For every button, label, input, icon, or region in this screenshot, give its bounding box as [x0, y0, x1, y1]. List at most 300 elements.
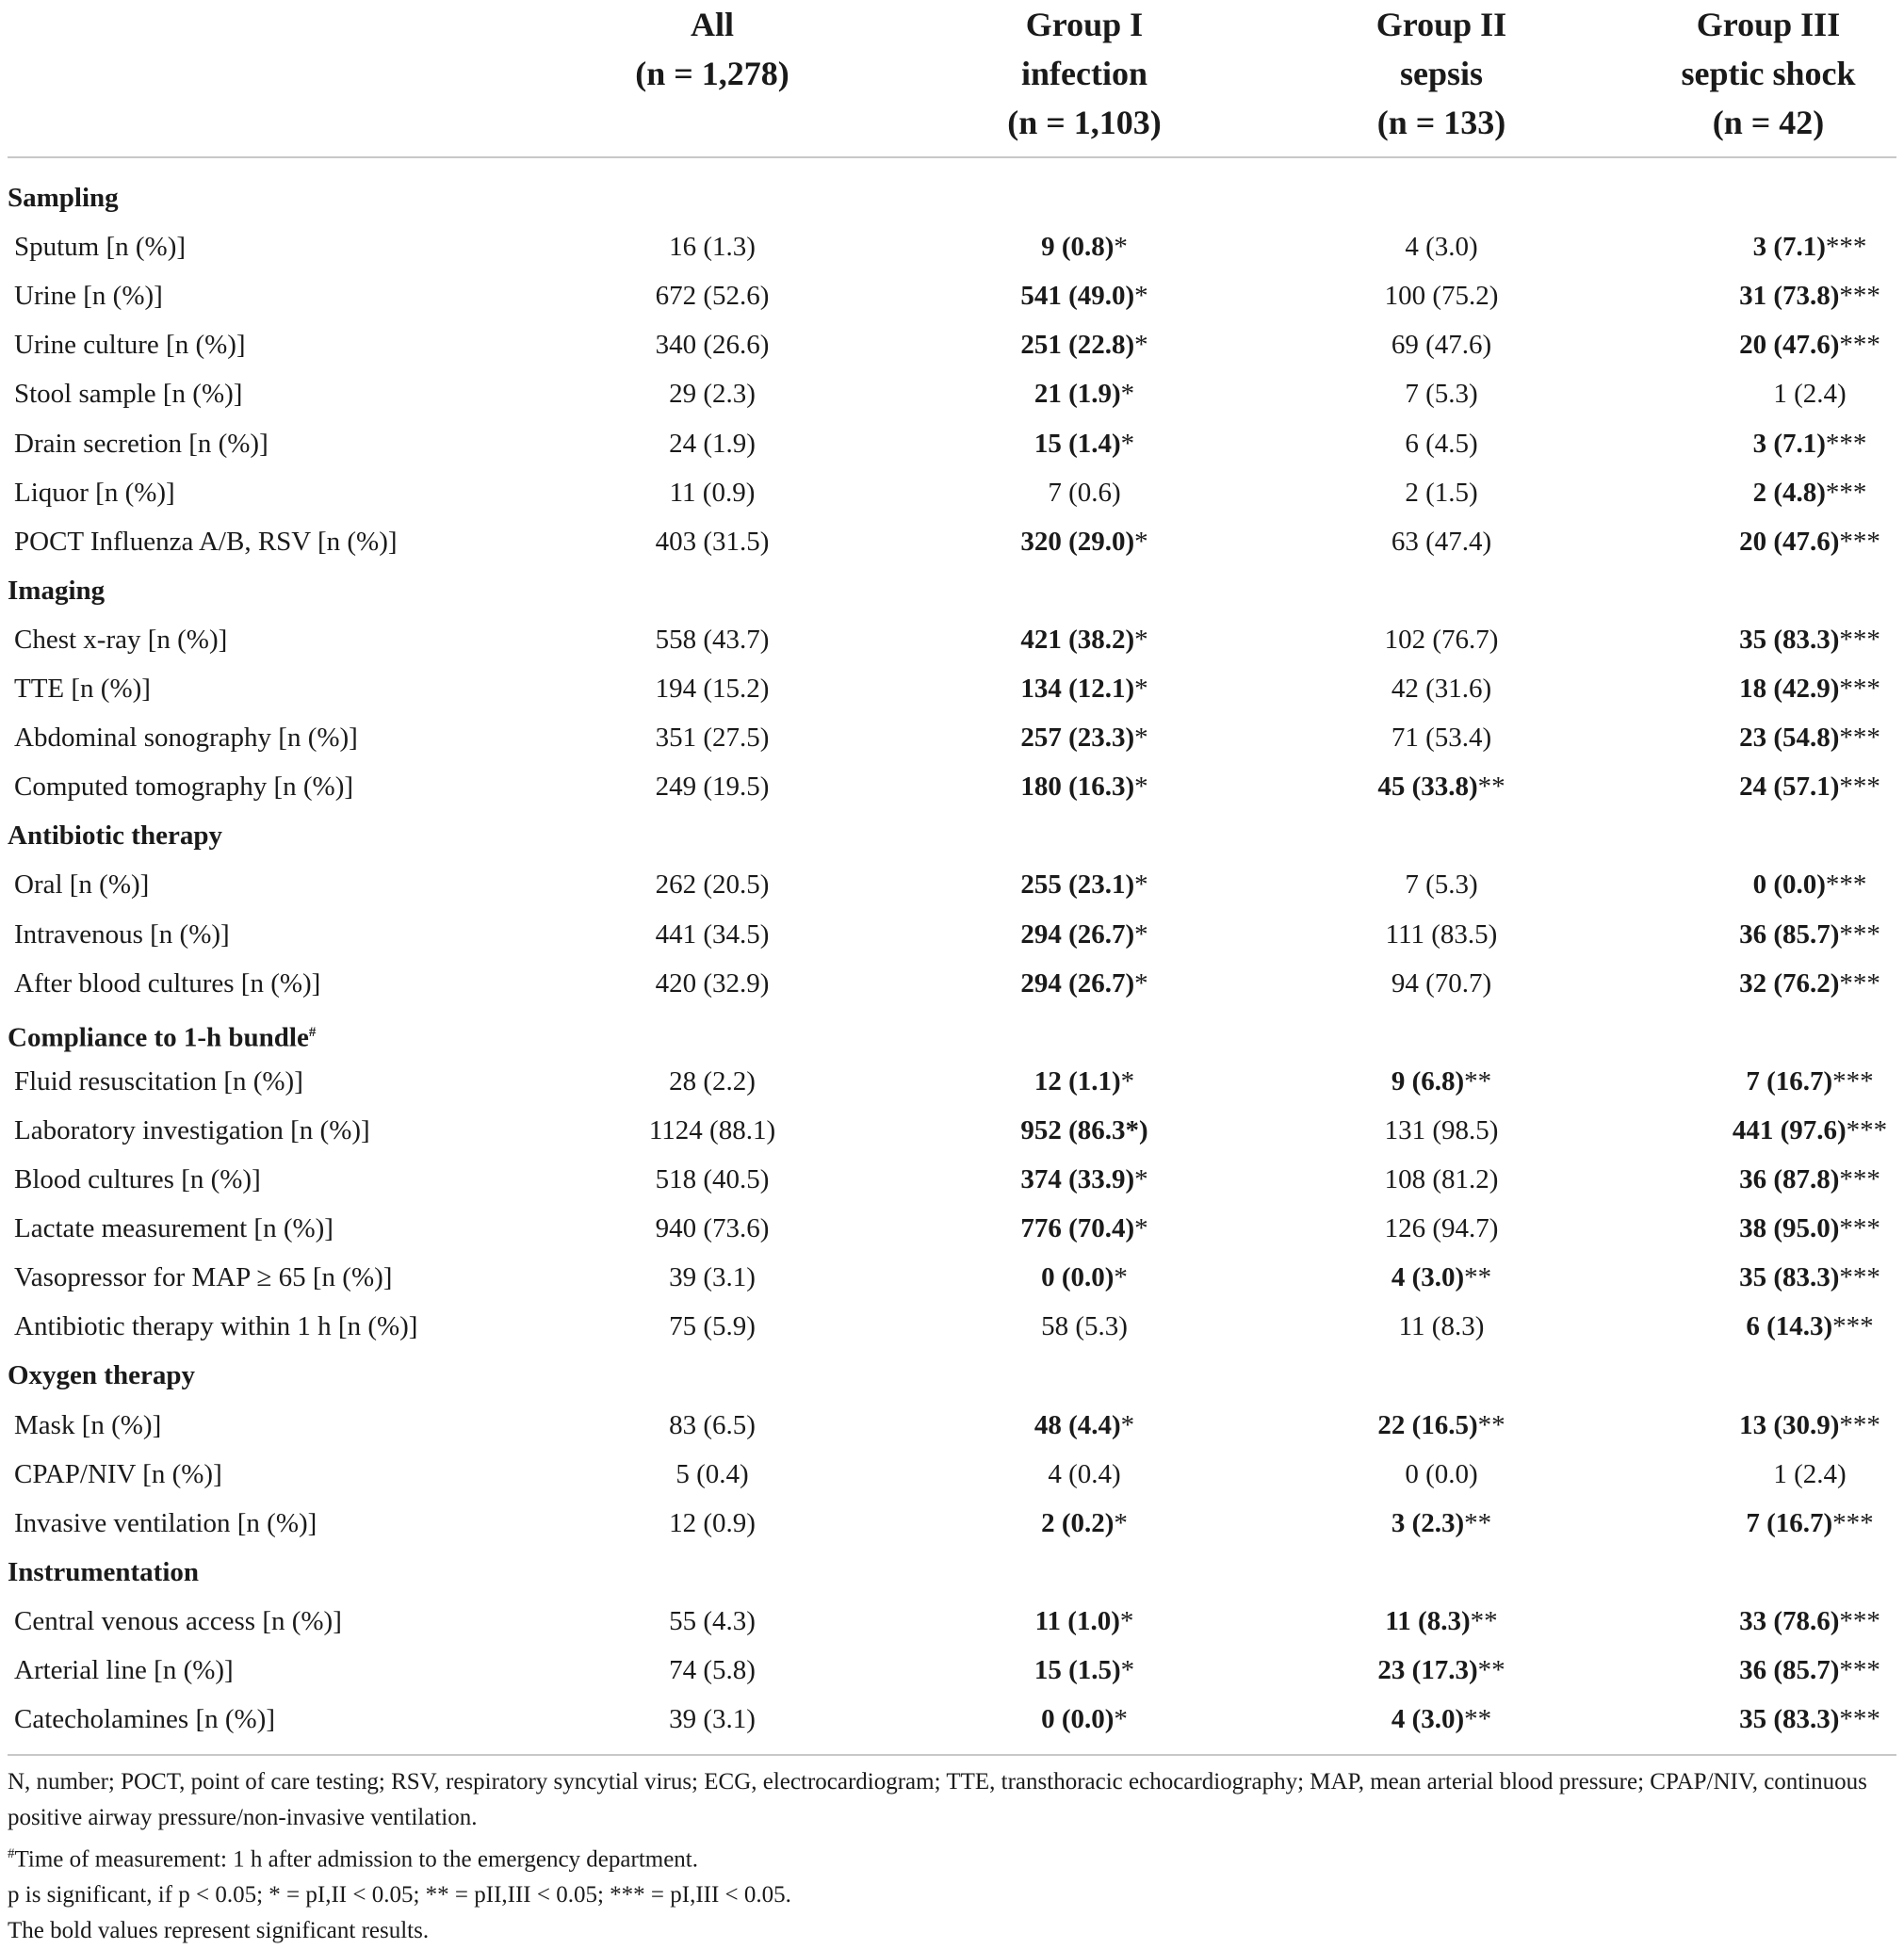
- cell-value: 251 (22.8): [1020, 330, 1135, 361]
- row-label: [14, 713, 358, 762]
- table-row: [0, 762, 1904, 811]
- cell-value: 9 (6.8): [1391, 1065, 1465, 1096]
- table-cell: [543, 517, 882, 566]
- table-row: [0, 1253, 1904, 1302]
- header-line: Group III: [1696, 6, 1841, 43]
- cell-value: 2 (1.5): [1405, 477, 1478, 508]
- cell-value: 441 (97.6): [1732, 1114, 1847, 1145]
- significance-marker: *: [1134, 624, 1148, 655]
- table-cell: [915, 762, 1254, 811]
- cell-value: 111 (83.5): [1385, 918, 1498, 950]
- significance-marker: *: [1120, 428, 1135, 459]
- section-label: [8, 173, 119, 222]
- table-row: [0, 419, 1904, 468]
- label-text: Sampling: [8, 183, 119, 213]
- cell-value: 69 (47.6): [1391, 330, 1492, 361]
- section-heading: [0, 1008, 1904, 1057]
- table-cell: [915, 713, 1254, 762]
- row-label: [14, 1253, 392, 1302]
- table-cell: [915, 419, 1254, 468]
- label-text: Computed tomography [n (%)]: [14, 771, 354, 803]
- cell-value: 262 (20.5): [655, 869, 770, 901]
- table-cell: [1272, 1401, 1611, 1450]
- table-cell: [543, 664, 882, 713]
- row-label: [14, 468, 175, 517]
- label-text: Antibiotic therapy: [8, 820, 222, 852]
- cell-value: 48 (4.4): [1033, 1409, 1121, 1440]
- table-cell: [1640, 615, 1904, 664]
- cell-value: 20 (47.6): [1739, 526, 1840, 557]
- cell-value: 1 (2.4): [1773, 1458, 1847, 1489]
- header-line: Group I: [1025, 6, 1144, 43]
- row-label: [14, 1597, 342, 1646]
- cell-value: 940 (73.6): [655, 1213, 770, 1244]
- table-cell: [1272, 369, 1611, 418]
- label-text: Chest x-ray [n (%)]: [14, 624, 228, 655]
- cell-value: 194 (15.2): [655, 674, 770, 704]
- table-cell: [915, 271, 1254, 320]
- row-label: [14, 222, 186, 271]
- significance-marker: *: [1114, 1704, 1128, 1735]
- table-cell: [1640, 1695, 1904, 1744]
- significance-marker: *: [1134, 330, 1148, 361]
- significance-marker: ***: [1832, 1311, 1874, 1342]
- row-label: [14, 1106, 370, 1155]
- cell-value: 11 (1.0): [1034, 1605, 1120, 1636]
- label-text: Sputum [n (%)]: [14, 232, 187, 263]
- cell-value: 38 (95.0): [1739, 1213, 1840, 1244]
- cell-value: 3 (2.3): [1391, 1507, 1465, 1538]
- significance-marker: ***: [1839, 674, 1880, 704]
- header-line: Group II: [1375, 6, 1507, 43]
- significance-marker: *: [1134, 869, 1148, 901]
- significance-marker: **: [1464, 1704, 1492, 1735]
- table-cell: [1272, 517, 1611, 566]
- cell-value: 83 (6.5): [669, 1409, 756, 1440]
- cell-value: 15 (1.5): [1033, 1655, 1121, 1685]
- cell-value: 3 (7.1): [1752, 428, 1826, 459]
- significance-marker: ***: [1839, 771, 1880, 803]
- significance-marker: ***: [1839, 918, 1880, 950]
- table-cell: [1272, 713, 1611, 762]
- table-cell: [543, 468, 882, 517]
- table-row: [0, 1204, 1904, 1253]
- cell-value: 255 (23.1): [1020, 869, 1135, 901]
- row-label: [14, 320, 246, 369]
- cell-value: 58 (5.3): [1041, 1311, 1128, 1342]
- table-cell: [1640, 1597, 1904, 1646]
- table-row: [0, 517, 1904, 566]
- header-line: (n = 42): [1712, 104, 1825, 141]
- table-cell: [1640, 468, 1904, 517]
- cell-value: 45 (33.8): [1377, 771, 1478, 803]
- table-cell: [1640, 1401, 1904, 1450]
- cell-value: 6 (14.3): [1746, 1311, 1833, 1342]
- table-cell: [543, 1450, 882, 1499]
- table-footnotes: [8, 1764, 1896, 1949]
- table-cell: [543, 713, 882, 762]
- cell-value: 39 (3.1): [669, 1704, 756, 1735]
- significance-marker: *: [1134, 281, 1148, 312]
- cell-value: 7 (0.6): [1048, 477, 1121, 508]
- table-row: [0, 910, 1904, 959]
- footnote-abbreviations: N, number; POCT, point of care testing; RSV, respiratory syncytial virus; ECG, electrocardiogram; TTE, transthoracic echocardiography; MAP, mean arterial blood pressure; CPAP/NIV, continuous positive airway pressure/non-invasive ventilation.: [8, 1769, 1867, 1830]
- table-row: [0, 664, 1904, 713]
- table-cell: [1640, 860, 1904, 909]
- table-cell: [1272, 1499, 1611, 1548]
- significance-marker: **: [1470, 1605, 1498, 1636]
- table-cell: [1272, 1450, 1611, 1499]
- label-text: Central venous access [n (%)]: [14, 1605, 342, 1636]
- significance-marker: ***: [1839, 624, 1880, 655]
- header-line: (n = 1,103): [1007, 104, 1162, 141]
- cell-value: 31 (73.8): [1739, 281, 1840, 312]
- significance-marker: *: [1134, 674, 1148, 704]
- label-text: Fluid resuscitation [n (%)]: [14, 1065, 303, 1096]
- cell-value: 16 (1.3): [669, 232, 756, 263]
- row-label: [14, 1401, 161, 1450]
- table-cell: [915, 1401, 1254, 1450]
- label-text: Vasopressor for MAP ≥ 65 [n (%)]: [14, 1262, 393, 1293]
- row-label: [14, 271, 163, 320]
- cell-value: 23 (17.3): [1377, 1655, 1478, 1685]
- label-text: Lactate measurement [n (%)]: [14, 1213, 334, 1244]
- table-row: [0, 1057, 1904, 1106]
- cell-value: 75 (5.9): [669, 1311, 756, 1342]
- significance-marker: *: [1134, 771, 1148, 803]
- table-cell: [1272, 271, 1611, 320]
- table-cell: [1272, 860, 1611, 909]
- cell-value: 3 (7.1): [1752, 232, 1826, 263]
- table-cell: [1640, 1499, 1904, 1548]
- significance-marker: ***: [1825, 477, 1867, 508]
- table-cell: [915, 1597, 1254, 1646]
- significance-marker: ***: [1825, 869, 1867, 901]
- label-text: Imaging: [8, 575, 106, 606]
- table-cell: [543, 1597, 882, 1646]
- table-cell: [915, 1106, 1254, 1155]
- significance-marker: ***: [1846, 1114, 1888, 1145]
- cell-value: 4 (3.0): [1405, 232, 1478, 263]
- table-row: [0, 1302, 1904, 1351]
- cell-value: 134 (12.1): [1020, 674, 1135, 704]
- cell-value: 13 (30.9): [1739, 1409, 1840, 1440]
- row-label: [14, 615, 227, 664]
- cell-value: 11 (0.9): [669, 477, 756, 508]
- table-cell: [915, 1695, 1254, 1744]
- label-text: Arterial line [n (%)]: [14, 1655, 234, 1685]
- table-row: [0, 222, 1904, 271]
- footnote-mark: #: [308, 1024, 317, 1040]
- significance-marker: ***: [1839, 1213, 1880, 1244]
- significance-marker: ***: [1839, 1704, 1880, 1735]
- header-line: All: [690, 6, 734, 43]
- header-line: septic shock: [1681, 55, 1856, 92]
- table-cell: [543, 222, 882, 271]
- header-line: (n = 133): [1376, 104, 1506, 141]
- cell-value: 21 (1.9): [1033, 379, 1121, 410]
- table-cell: [543, 419, 882, 468]
- cell-value: 952 (86.3*): [1020, 1114, 1148, 1145]
- table-row: [0, 468, 1904, 517]
- cell-value: 320 (29.0): [1020, 526, 1135, 557]
- significance-marker: ***: [1825, 428, 1867, 459]
- significance-marker: *: [1114, 1507, 1128, 1538]
- significance-marker: *: [1120, 1065, 1135, 1096]
- table-cell: [1640, 910, 1904, 959]
- table-cell: [543, 1695, 882, 1744]
- row-label: [14, 664, 151, 713]
- label-text: Compliance to 1-h bundle: [8, 1022, 309, 1053]
- significance-marker: ***: [1839, 1409, 1880, 1440]
- cell-value: 1 (2.4): [1773, 379, 1847, 410]
- cell-value: 374 (33.9): [1020, 1164, 1135, 1194]
- label-text: Mask [n (%)]: [14, 1409, 162, 1440]
- table-cell: [543, 860, 882, 909]
- cell-value: 12 (0.9): [669, 1507, 756, 1538]
- table-cell: [1640, 1204, 1904, 1253]
- label-text: Oxygen therapy: [8, 1360, 195, 1391]
- table-cell: [1640, 1106, 1904, 1155]
- footnote-p-value: p is significant, if p < 0.05; * = pI,II < 0.05; ** = pII,III < 0.05; *** = pI,III < 0.05.: [8, 1882, 791, 1908]
- table-cell: [915, 517, 1254, 566]
- table-cell: [543, 1302, 882, 1351]
- cell-value: 15 (1.4): [1033, 428, 1121, 459]
- table-cell: [915, 860, 1254, 909]
- cell-value: 35 (83.3): [1739, 1704, 1840, 1735]
- significance-marker: ***: [1839, 1655, 1880, 1685]
- section-label: [8, 811, 222, 860]
- table-cell: [915, 615, 1254, 664]
- cell-value: 22 (16.5): [1377, 1409, 1478, 1440]
- significance-marker: ***: [1832, 1507, 1874, 1538]
- cell-value: 0 (0.0): [1041, 1704, 1115, 1735]
- row-label: [14, 369, 242, 418]
- table-row: [0, 1155, 1904, 1204]
- column-header-group-2: [1272, 0, 1611, 147]
- section-heading: [0, 566, 1904, 615]
- significance-marker: ***: [1839, 526, 1880, 557]
- table-row: [0, 1106, 1904, 1155]
- cell-value: 11 (8.3): [1398, 1311, 1485, 1342]
- cell-value: 20 (47.6): [1739, 330, 1840, 361]
- label-text: Antibiotic therapy within 1 h [n (%)]: [14, 1311, 418, 1342]
- section-heading: [0, 1548, 1904, 1597]
- section-label: [8, 1548, 199, 1597]
- cell-value: 249 (19.5): [655, 771, 770, 803]
- table-cell: [915, 468, 1254, 517]
- table-cell: [1640, 271, 1904, 320]
- cell-value: 441 (34.5): [655, 918, 770, 950]
- table-cell: [915, 369, 1254, 418]
- label-text: Oral [n (%)]: [14, 869, 150, 901]
- section-label: [8, 566, 105, 615]
- cell-value: 0 (0.0): [1752, 869, 1826, 901]
- table-cell: [915, 1646, 1254, 1695]
- footnote-mark: #: [8, 1846, 15, 1861]
- significance-marker: ***: [1839, 1164, 1880, 1194]
- table-cell: [1272, 959, 1611, 1008]
- table-cell: [915, 1499, 1254, 1548]
- label-text: Blood cultures [n (%)]: [14, 1164, 261, 1194]
- significance-marker: *: [1119, 1605, 1134, 1636]
- significance-marker: **: [1464, 1262, 1492, 1293]
- label-text: Urine culture [n (%)]: [14, 330, 246, 361]
- cell-value: 39 (3.1): [669, 1262, 756, 1293]
- row-label: [14, 1204, 334, 1253]
- table-cell: [915, 1155, 1254, 1204]
- row-label: [14, 910, 230, 959]
- significance-marker: *: [1134, 526, 1148, 557]
- section-heading: [0, 1351, 1904, 1400]
- significance-marker: ***: [1839, 1262, 1880, 1293]
- table-cell: [915, 320, 1254, 369]
- label-text: Stool sample [n (%)]: [14, 379, 243, 410]
- row-label: [14, 1695, 275, 1744]
- label-text: Intravenous [n (%)]: [14, 918, 230, 950]
- table-cell: [1272, 615, 1611, 664]
- cell-value: 257 (23.3): [1020, 723, 1135, 754]
- table-cell: [543, 615, 882, 664]
- cell-value: 0 (0.0): [1405, 1458, 1478, 1489]
- header-divider: [8, 156, 1896, 158]
- significance-marker: ***: [1839, 723, 1880, 754]
- table-cell: [915, 959, 1254, 1008]
- section-label: [8, 1008, 316, 1063]
- cell-value: 294 (26.7): [1020, 918, 1135, 950]
- cell-value: 7 (5.3): [1405, 379, 1478, 410]
- table-cell: [1640, 1155, 1904, 1204]
- cell-value: 100 (75.2): [1384, 281, 1499, 312]
- table-cell: [1272, 1253, 1611, 1302]
- cell-value: 35 (83.3): [1739, 1262, 1840, 1293]
- cell-value: 7 (5.3): [1405, 869, 1478, 901]
- table-cell: [915, 910, 1254, 959]
- table-cell: [543, 910, 882, 959]
- table-cell: [1640, 1302, 1904, 1351]
- cell-value: 9 (0.8): [1041, 232, 1115, 263]
- cell-value: 5 (0.4): [675, 1458, 749, 1489]
- table-cell: [1640, 1057, 1904, 1106]
- table-row: [0, 1695, 1904, 1744]
- cell-value: 672 (52.6): [655, 281, 770, 312]
- significance-marker: **: [1477, 1409, 1505, 1440]
- row-label: [14, 517, 398, 566]
- row-label: [14, 762, 353, 811]
- cell-value: 776 (70.4): [1020, 1213, 1135, 1244]
- significance-marker: **: [1477, 771, 1505, 803]
- footer-divider: [8, 1754, 1896, 1756]
- significance-marker: *: [1134, 967, 1148, 999]
- table-cell: [543, 959, 882, 1008]
- cell-value: 63 (47.4): [1391, 526, 1492, 557]
- cell-value: 18 (42.9): [1739, 674, 1840, 704]
- label-text: POCT Influenza A/B, RSV [n (%)]: [14, 526, 398, 557]
- table-row: [0, 1499, 1904, 1548]
- significance-marker: ***: [1839, 330, 1880, 361]
- cell-value: 6 (4.5): [1405, 428, 1478, 459]
- table-cell: [1272, 1106, 1611, 1155]
- table-cell: [1272, 664, 1611, 713]
- table-cell: [915, 222, 1254, 271]
- row-label: [14, 1499, 317, 1548]
- column-header-all: [543, 0, 882, 98]
- cell-value: 7 (16.7): [1746, 1507, 1833, 1538]
- significance-marker: ***: [1832, 1065, 1874, 1096]
- significance-marker: ***: [1839, 281, 1880, 312]
- row-label: [14, 419, 269, 468]
- table-cell: [543, 762, 882, 811]
- cell-value: 126 (94.7): [1384, 1213, 1499, 1244]
- table-row: [0, 1450, 1904, 1499]
- column-header-group-3: [1640, 0, 1896, 147]
- cell-value: 351 (27.5): [655, 723, 770, 754]
- cell-value: 4 (3.0): [1391, 1704, 1465, 1735]
- label-text: Laboratory investigation [n (%)]: [14, 1114, 370, 1145]
- significance-marker: *: [1134, 1164, 1148, 1194]
- row-label: [14, 959, 320, 1008]
- table-cell: [915, 1302, 1254, 1351]
- table-cell: [1272, 419, 1611, 468]
- footnote-bold: The bold values represent significant results.: [8, 1918, 430, 1944]
- table-cell: [543, 1106, 882, 1155]
- table-cell: [1640, 959, 1904, 1008]
- table-row: [0, 615, 1904, 664]
- cell-value: 518 (40.5): [655, 1164, 770, 1194]
- cell-value: 24 (57.1): [1739, 771, 1840, 803]
- table-cell: [1640, 222, 1904, 271]
- table-cell: [1272, 1155, 1611, 1204]
- section-label: [8, 1351, 195, 1400]
- cell-value: 12 (1.1): [1033, 1065, 1121, 1096]
- table-row: [0, 1646, 1904, 1695]
- cell-value: 36 (85.7): [1739, 1655, 1840, 1685]
- label-text: TTE [n (%)]: [14, 674, 151, 704]
- table-cell: [1640, 762, 1904, 811]
- table-row: [0, 1401, 1904, 1450]
- significance-marker: **: [1477, 1655, 1505, 1685]
- table-cell: [915, 664, 1254, 713]
- row-label: [14, 1155, 261, 1204]
- row-label: [14, 1646, 234, 1695]
- cell-value: 0 (0.0): [1041, 1262, 1115, 1293]
- table-cell: [915, 1057, 1254, 1106]
- cell-value: 7 (16.7): [1746, 1065, 1833, 1096]
- significance-marker: *: [1114, 1262, 1128, 1293]
- cell-value: 28 (2.2): [669, 1065, 756, 1096]
- cell-value: 35 (83.3): [1739, 624, 1840, 655]
- footnote-time-text: Time of measurement: 1 h after admission to the emergency department.: [14, 1846, 699, 1873]
- table-cell: [1272, 320, 1611, 369]
- significance-marker: ***: [1825, 232, 1867, 263]
- section-heading: [0, 173, 1904, 222]
- cell-value: 36 (87.8): [1739, 1164, 1840, 1194]
- table-cell: [1640, 1450, 1904, 1499]
- label-text: CPAP/NIV [n (%)]: [14, 1458, 222, 1489]
- row-label: [14, 1302, 417, 1351]
- cell-value: 24 (1.9): [669, 428, 756, 459]
- table-cell: [1640, 1253, 1904, 1302]
- cell-value: 36 (85.7): [1739, 918, 1840, 950]
- table-row: [0, 959, 1904, 1008]
- header-line: sepsis: [1399, 55, 1484, 92]
- cell-value: 42 (31.6): [1391, 674, 1492, 704]
- table-cell: [1272, 1057, 1611, 1106]
- label-text: Liquor [n (%)]: [14, 477, 175, 508]
- cell-value: 11 (8.3): [1385, 1605, 1471, 1636]
- cell-value: 33 (78.6): [1739, 1605, 1840, 1636]
- table-cell: [1272, 1302, 1611, 1351]
